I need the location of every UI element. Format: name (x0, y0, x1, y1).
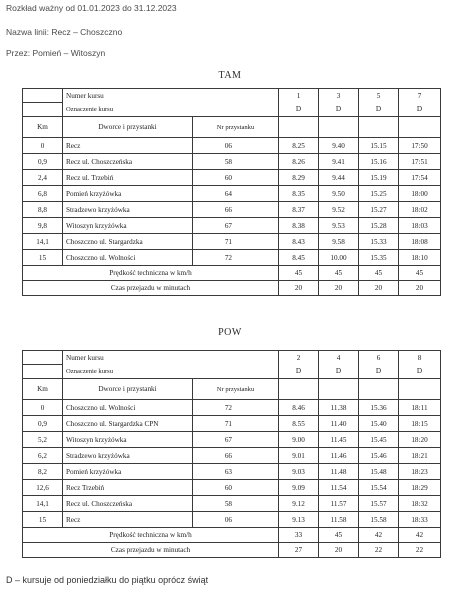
departure-time: 9.44 (319, 170, 359, 186)
departure-time: 15.25 (359, 186, 399, 202)
row-stop-name: Recz Trzebiń (63, 480, 193, 496)
course-number: 8 (399, 351, 441, 365)
course-number: 3 (319, 89, 359, 103)
row-km: 8,8 (23, 202, 63, 218)
row-stop-name: Recz ul. Trzebiń (63, 170, 193, 186)
departure-time: 11.48 (319, 464, 359, 480)
departure-time: 9.01 (279, 448, 319, 464)
empty-cell (399, 117, 441, 138)
departure-time: 15.35 (359, 250, 399, 266)
departure-time: 9.13 (279, 512, 319, 528)
row-km: 14,1 (23, 234, 63, 250)
row-stop-number: 72 (193, 400, 279, 416)
departure-time: 8.45 (279, 250, 319, 266)
pow-timetable (22, 350, 441, 558)
row-km: 12,6 (23, 480, 63, 496)
travel-time-label: Czas przejazdu w minutach (23, 543, 279, 558)
speed-value: 45 (279, 266, 319, 281)
line-name-text: Nazwa linii: Recz – Choszczno (6, 27, 123, 37)
speed-value: 45 (319, 528, 359, 543)
departure-time: 9.40 (319, 138, 359, 154)
departure-time: 15.58 (359, 512, 399, 528)
course-number: 5 (359, 89, 399, 103)
course-mark-label: Oznaczenie kursu (63, 365, 279, 379)
stop-number-header: Nr przystanku (193, 379, 279, 400)
departure-time: 15.48 (359, 464, 399, 480)
departure-time: 11.57 (319, 496, 359, 512)
row-stop-number: 66 (193, 202, 279, 218)
travel-time-value: 22 (399, 543, 441, 558)
empty-cell (23, 89, 63, 103)
row-stop-name: Recz (63, 512, 193, 528)
speed-value: 45 (319, 266, 359, 281)
course-number: 4 (319, 351, 359, 365)
row-km: 9,8 (23, 218, 63, 234)
course-mark: D (319, 365, 359, 379)
departure-time: 18:23 (399, 464, 441, 480)
stop-number-header: Nr przystanku (193, 117, 279, 138)
departure-time: 8.26 (279, 154, 319, 170)
table-row (23, 138, 441, 154)
departure-time: 8.55 (279, 416, 319, 432)
table-row (23, 154, 441, 170)
departure-time: 15.46 (359, 448, 399, 464)
speed-value: 42 (359, 528, 399, 543)
empty-cell (23, 103, 63, 117)
row-stop-name: Witoszyn krzyżówka (63, 218, 193, 234)
row-stop-name: Choszczno ul. Stargardzka CPN (63, 416, 193, 432)
empty-cell (23, 365, 63, 379)
course-number-label: Numer kursu (63, 89, 279, 103)
table-row (23, 218, 441, 234)
table-row (23, 234, 441, 250)
course-mark: D (279, 365, 319, 379)
km-header: Km (23, 379, 63, 400)
row-km: 15 (23, 250, 63, 266)
departure-time: 15.57 (359, 496, 399, 512)
departure-time: 15.27 (359, 202, 399, 218)
table-row (23, 496, 441, 512)
departure-time: 9.50 (319, 186, 359, 202)
row-stop-name: Stradzewo krzyżówka (63, 448, 193, 464)
course-number-label: Numer kursu (63, 351, 279, 365)
travel-time-value: 20 (279, 281, 319, 296)
stops-header: Dworce i przystanki (63, 379, 193, 400)
row-stop-name: Recz ul. Choszczeńska (63, 154, 193, 170)
row-stop-name: Choszczno ul. Wolności (63, 400, 193, 416)
departure-time: 17:51 (399, 154, 441, 170)
departure-time: 10.00 (319, 250, 359, 266)
departure-time: 9.52 (319, 202, 359, 218)
course-number: 6 (359, 351, 399, 365)
row-km: 6,2 (23, 448, 63, 464)
travel-time-value: 20 (319, 543, 359, 558)
departure-time: 18:32 (399, 496, 441, 512)
course-number: 1 (279, 89, 319, 103)
departure-time: 18:00 (399, 186, 441, 202)
row-stop-name: Choszczno ul. Stargardzka (63, 234, 193, 250)
course-number: 2 (279, 351, 319, 365)
departure-time: 8.43 (279, 234, 319, 250)
row-stop-number: 71 (193, 416, 279, 432)
row-km: 8,2 (23, 464, 63, 480)
departure-time: 15.33 (359, 234, 399, 250)
row-km: 14,1 (23, 496, 63, 512)
row-stop-number: 67 (193, 432, 279, 448)
row-stop-number: 66 (193, 448, 279, 464)
row-stop-name: Stradzewo krzyżówka (63, 202, 193, 218)
row-km: 0,9 (23, 154, 63, 170)
row-stop-number: 63 (193, 464, 279, 480)
course-mark: D (359, 365, 399, 379)
table-row (23, 202, 441, 218)
row-stop-number: 58 (193, 154, 279, 170)
speed-value: 33 (279, 528, 319, 543)
table-row (23, 464, 441, 480)
departure-time: 17:54 (399, 170, 441, 186)
speed-value: 45 (359, 266, 399, 281)
departure-time: 15.40 (359, 416, 399, 432)
departure-time: 9.41 (319, 154, 359, 170)
departure-time: 15.45 (359, 432, 399, 448)
speed-value: 42 (399, 528, 441, 543)
empty-cell (319, 379, 359, 400)
course-mark: D (359, 103, 399, 117)
departure-time: 18:10 (399, 250, 441, 266)
empty-cell (319, 117, 359, 138)
tam-heading: TAM (218, 70, 242, 81)
departure-time: 15.15 (359, 138, 399, 154)
table-row (23, 250, 441, 266)
departure-time: 8.37 (279, 202, 319, 218)
departure-time: 15.19 (359, 170, 399, 186)
legend-note: D – kursuje od poniedziałku do piątku oprócz świąt (6, 575, 209, 585)
tam-timetable (22, 88, 441, 296)
row-stop-name: Choszczno ul. Wolności (63, 250, 193, 266)
departure-time: 15.36 (359, 400, 399, 416)
course-mark: D (319, 103, 359, 117)
row-stop-number: 64 (193, 186, 279, 202)
departure-time: 11.40 (319, 416, 359, 432)
speed-label: Prędkość techniczna w km/h (23, 528, 279, 543)
empty-cell (23, 351, 63, 365)
speed-label: Prędkość techniczna w km/h (23, 266, 279, 281)
table-row (23, 400, 441, 416)
row-km: 0,9 (23, 416, 63, 432)
row-stop-number: 72 (193, 250, 279, 266)
departure-time: 8.35 (279, 186, 319, 202)
row-km: 2,4 (23, 170, 63, 186)
km-header: Km (23, 117, 63, 138)
row-km: 0 (23, 400, 63, 416)
departure-time: 17:50 (399, 138, 441, 154)
departure-time: 11.54 (319, 480, 359, 496)
table-row (23, 416, 441, 432)
departure-time: 9.00 (279, 432, 319, 448)
departure-time: 8.38 (279, 218, 319, 234)
departure-time: 9.53 (319, 218, 359, 234)
empty-cell (399, 379, 441, 400)
departure-time: 9.03 (279, 464, 319, 480)
empty-cell (359, 379, 399, 400)
course-mark-label: Oznaczenie kursu (63, 103, 279, 117)
row-stop-number: 60 (193, 170, 279, 186)
stops-header: Dworce i przystanki (63, 117, 193, 138)
course-number: 7 (399, 89, 441, 103)
empty-cell (359, 117, 399, 138)
row-km: 15 (23, 512, 63, 528)
travel-time-value: 22 (359, 543, 399, 558)
table-row (23, 512, 441, 528)
course-mark: D (399, 103, 441, 117)
row-stop-name: Witoszyn krzyżówka (63, 432, 193, 448)
departure-time: 18:20 (399, 432, 441, 448)
travel-time-value: 20 (319, 281, 359, 296)
table-row (23, 170, 441, 186)
departure-time: 18:33 (399, 512, 441, 528)
row-stop-number: 60 (193, 480, 279, 496)
row-stop-number: 06 (193, 512, 279, 528)
empty-cell (279, 379, 319, 400)
departure-time: 15.28 (359, 218, 399, 234)
row-stop-name: Pomień krzyżówka (63, 186, 193, 202)
travel-time-value: 20 (359, 281, 399, 296)
table-row (23, 186, 441, 202)
departure-time: 18:15 (399, 416, 441, 432)
speed-value: 45 (399, 266, 441, 281)
departure-time: 11.38 (319, 400, 359, 416)
departure-time: 18:08 (399, 234, 441, 250)
departure-time: 8.25 (279, 138, 319, 154)
row-stop-number: 58 (193, 496, 279, 512)
course-mark: D (399, 365, 441, 379)
departure-time: 9.09 (279, 480, 319, 496)
departure-time: 8.29 (279, 170, 319, 186)
via-text: Przez: Pomień – Witoszyn (6, 48, 106, 58)
departure-time: 18:02 (399, 202, 441, 218)
departure-time: 9.12 (279, 496, 319, 512)
departure-time: 11.46 (319, 448, 359, 464)
course-mark: D (279, 103, 319, 117)
table-row (23, 480, 441, 496)
departure-time: 18:21 (399, 448, 441, 464)
departure-time: 15.16 (359, 154, 399, 170)
departure-time: 9.58 (319, 234, 359, 250)
departure-time: 18:11 (399, 400, 441, 416)
row-km: 5,2 (23, 432, 63, 448)
departure-time: 11.58 (319, 512, 359, 528)
departure-time: 18:03 (399, 218, 441, 234)
row-stop-number: 06 (193, 138, 279, 154)
row-stop-name: Recz (63, 138, 193, 154)
departure-time: 11.45 (319, 432, 359, 448)
row-stop-number: 67 (193, 218, 279, 234)
row-stop-name: Recz ul. Choszczeńska (63, 496, 193, 512)
pow-heading: POW (218, 327, 242, 338)
departure-time: 15.54 (359, 480, 399, 496)
row-stop-number: 71 (193, 234, 279, 250)
departure-time: 18:29 (399, 480, 441, 496)
departure-time: 8.46 (279, 400, 319, 416)
row-km: 6,8 (23, 186, 63, 202)
row-stop-name: Pomień krzyżówka (63, 464, 193, 480)
travel-time-value: 20 (399, 281, 441, 296)
table-row (23, 448, 441, 464)
travel-time-label: Czas przejazdu w minutach (23, 281, 279, 296)
row-km: 0 (23, 138, 63, 154)
empty-cell (279, 117, 319, 138)
travel-time-value: 27 (279, 543, 319, 558)
table-row (23, 432, 441, 448)
validity-text: Rozkład ważny od 01.01.2023 do 31.12.2023 (6, 3, 177, 13)
